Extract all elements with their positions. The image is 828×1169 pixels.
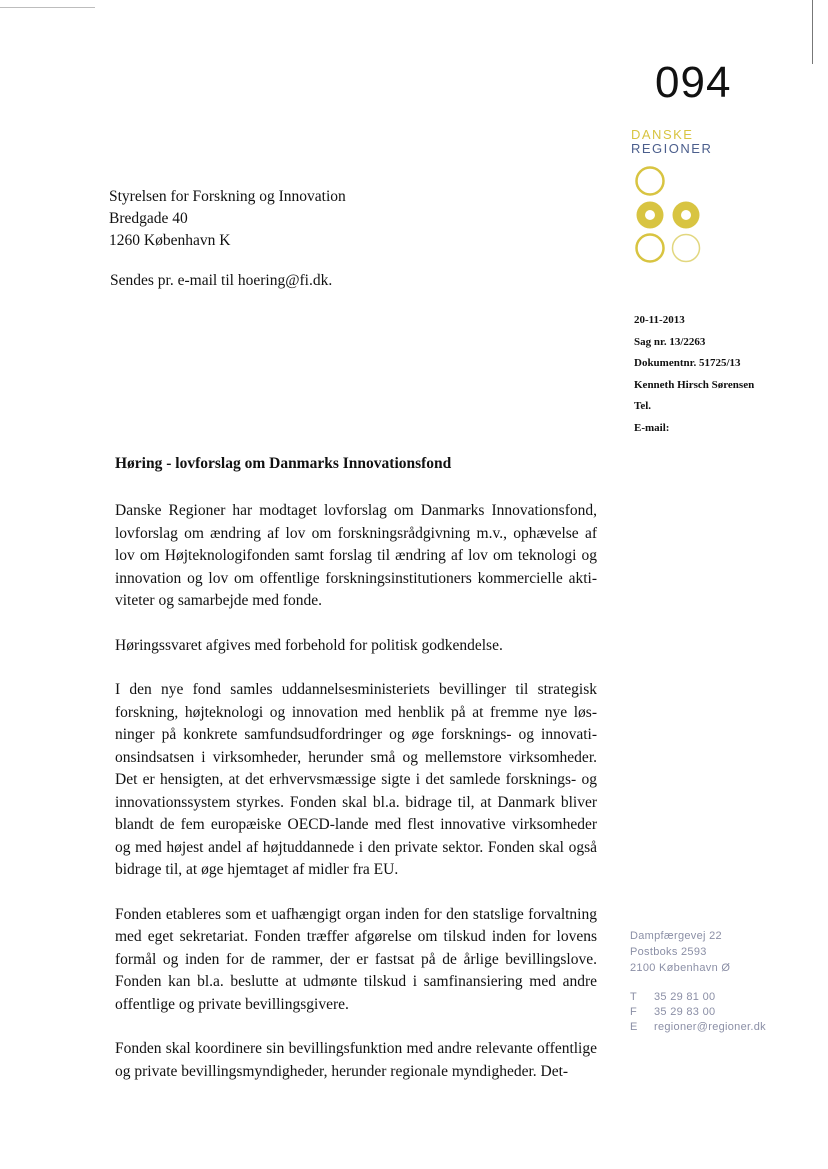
danske-regioner-logo-icon (631, 160, 707, 270)
addressee-street: Bredgade 40 (109, 210, 188, 227)
footer-email: regioner@regioner.dk (654, 1021, 766, 1033)
addressee-name: Styrelsen for Forskning og Innovation (109, 188, 346, 205)
letter-meta (634, 310, 754, 439)
footer-email-row (630, 1020, 766, 1035)
footer-phone-row (630, 990, 766, 1005)
scan-edge-line (0, 7, 95, 8)
footer-city: 2100 København Ø (630, 962, 731, 974)
meta-date: 20-11-2013 (634, 314, 685, 326)
footer-email-label: E (630, 1021, 638, 1033)
send-note: Sendes pr. e-mail til hoering@fi.dk. (110, 272, 333, 289)
paragraph: Fonden skal koordinere sin bevillingsfunktion med andre relevante offentlige og private bevillingsmyndigheder, herunder regionale myndigheder. Det- (115, 1040, 597, 1080)
footer-address (630, 928, 730, 976)
footer-fax-row (630, 1005, 766, 1020)
addressee-block (109, 186, 346, 252)
letter-subject: Høring - lovforslag om Danmarks Innovationsfond (115, 455, 452, 472)
meta-case: Sag nr. 13/2263 (634, 335, 706, 348)
footer-phone: 35 29 81 00 (654, 991, 716, 1003)
footer-fax-label: F (630, 1006, 638, 1018)
meta-email: E-mail: (634, 421, 670, 434)
paragraph: I den nye fond samles uddannelsesministeriets bevillinger til strategisk forskning, højteknologi og innovation med henblik på at fremme nye løsninger på konkrete samfundsudfordringer og øge forsknings- og innovationsindsatsen i virksomheder, herunder små og mellemstore virksomheder. Det er hensigten, at det erhvervsmæssige sigte i det samlede forsknings- og innovationssystem styrkes. Fonden skal bl.a. bidrage til, at Danmark bliver blandt de fem europæiske OECD-lande med flest innovative virksomheder og med højest andel af højtuddannede i den private sektor. Fonden skal også bidrage til, at øge hjemtaget af midler fra EU. (115, 681, 597, 878)
logo-text-regioner: REGIONER (631, 141, 713, 156)
meta-tel: Tel. (634, 400, 652, 412)
addressee-city: 1260 København K (109, 232, 231, 249)
logo-text (631, 128, 712, 156)
stamp-number: 094 (655, 58, 732, 107)
footer-pobox: Postboks 2593 (630, 946, 707, 958)
logo-text-danske: DANSKE (631, 127, 694, 142)
footer-contacts (630, 990, 766, 1035)
footer-phone-label: T (630, 991, 638, 1003)
meta-document: Dokumentnr. 51725/13 (634, 357, 741, 369)
scan-edge-line-right (812, 0, 813, 64)
paragraph: Høringssvaret afgives med forbehold for politisk godkendelse. (115, 636, 503, 654)
meta-author: Kenneth Hirsch Sørensen (634, 378, 755, 391)
footer-fax: 35 29 83 00 (654, 1006, 716, 1018)
footer-street: Dampfærgevej 22 (630, 930, 722, 942)
paragraph: Fonden etableres som et uafhængigt organ inden for den statslige forvaltning med eget sekretariat. Fonden træffer afgørelse om tilskud inden for lovens formål og inden for de rammer, der er fastsat på de årlige bevillingslove. Fonden kan bl.a. beslutte at udmønte tilskud i samfinansiering med andre offentlige og private bevillingsgivere. (115, 905, 597, 1013)
letter-body (115, 455, 597, 1105)
paragraph: Danske Regioner har modtaget lovforslag om Danmarks Innovationsfond, lovforslag om ændring af lov om forskningsrådgivning m.v., ophævelse af lov om Højteknologifonden samt forslag til ændring af lov om teknologi og innovation og lov om offentlige forskningsinstitutioners kommercielle aktiviteter og samarbejde med fonde. (115, 502, 597, 609)
